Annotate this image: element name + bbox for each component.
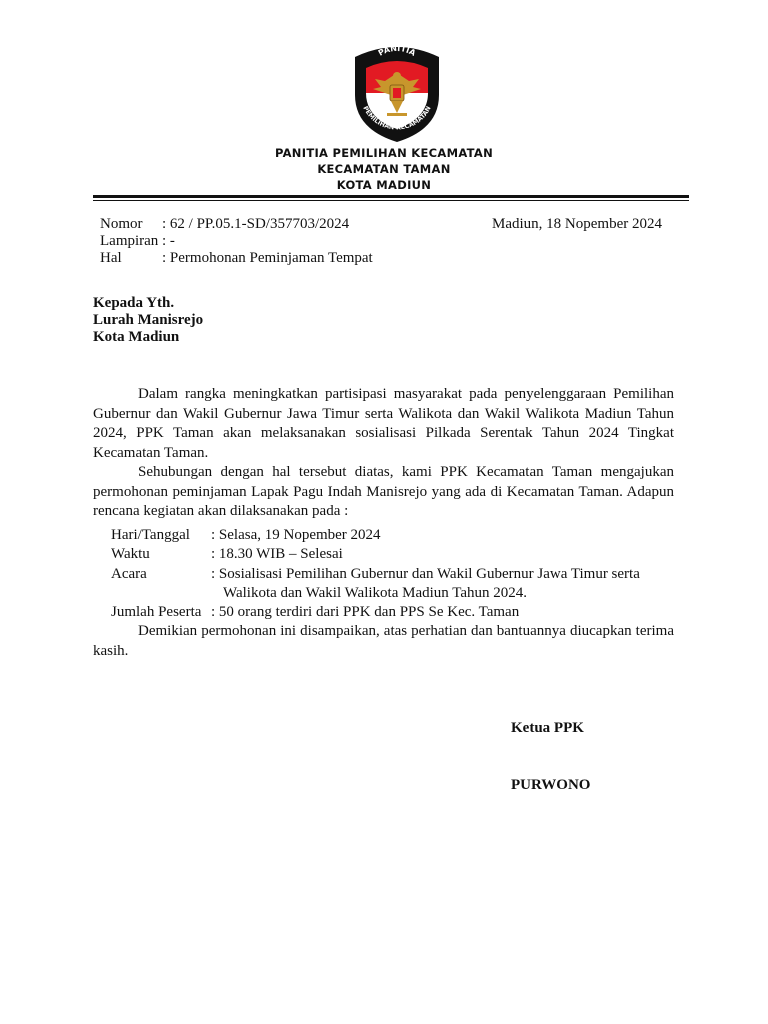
body-paragraph-2: Sehubungan dengan hal tersebut diatas, kami PPK Kecamatan Taman mengajukan permohonan peminjaman Lapak Pagu Indah Manisrejo yang ada di Kecamatan Taman. Adapun rencana kegiatan akan dilaksanakan pada : <box>93 464 674 520</box>
hari-value: : Selasa, 19 Nopember 2024 <box>211 527 381 543</box>
lampiran-value: : - <box>162 233 175 249</box>
hari-label: Hari/Tanggal <box>111 527 190 543</box>
logo-top-text: PANITIA <box>376 43 418 58</box>
closing-paragraph: Demikian permohonan ini disampaikan, atas perhatian dan bantuannya diucapkan terima kasih. <box>93 623 674 659</box>
lampiran-label: Lampiran <box>100 233 159 249</box>
nomor-label: Nomor <box>100 216 143 232</box>
body-paragraph-1: Dalam rangka meningkatkan partisipasi masyarakat pada penyelenggaraan Pemilihan Gubernur dan Wakil Gubernur Jawa Timur serta Walikota dan Wakil Walikota Madiun Tahun 2024, PPK Taman akan melaksanakan sosialisasi Pilkada Serentak Tahun 2024 Tingkat Kecamatan Taman. <box>93 386 674 461</box>
org-city: KOTA MADIUN <box>336 178 432 192</box>
acara-value-line1: : Sosialisasi Pemilihan Gubernur dan Wakil Gubernur Jawa Timur serta <box>211 566 640 582</box>
recipient-name: Lurah Manisrejo <box>93 312 204 328</box>
signature-name: PURWONO <box>511 777 591 793</box>
recipient-greeting: Kepada Yth. <box>93 295 175 311</box>
header-rule-thick <box>93 195 689 198</box>
kpu-logo <box>351 43 443 143</box>
place-date: Madiun, 18 Nopember 2024 <box>492 216 662 232</box>
nomor-value: : 62 / PP.05.1-SD/357703/2024 <box>162 216 350 232</box>
peserta-label: Jumlah Peserta <box>111 604 202 620</box>
acara-label: Acara <box>111 566 147 582</box>
org-district: KECAMATAN TAMAN <box>317 162 451 176</box>
hal-value: : Permohonan Peminjaman Tempat <box>162 250 373 266</box>
org-name: PANITIA PEMILIHAN KECAMATAN <box>274 146 494 160</box>
acara-value-line2: Walikota dan Wakil Walikota Madiun Tahun 2024. <box>223 585 528 601</box>
logo-bottom-text: PEMILIHAN KECAMATAN <box>361 105 433 132</box>
waktu-label: Waktu <box>111 546 150 562</box>
signature-title: Ketua PPK <box>511 720 584 736</box>
hal-label: Hal <box>100 250 122 266</box>
header-rule-thin <box>93 200 689 201</box>
waktu-value: : 18.30 WIB – Selesai <box>211 546 343 562</box>
peserta-value: : 50 orang terdiri dari PPK dan PPS Se Kec. Taman <box>211 604 520 620</box>
recipient-city: Kota Madiun <box>93 329 180 345</box>
